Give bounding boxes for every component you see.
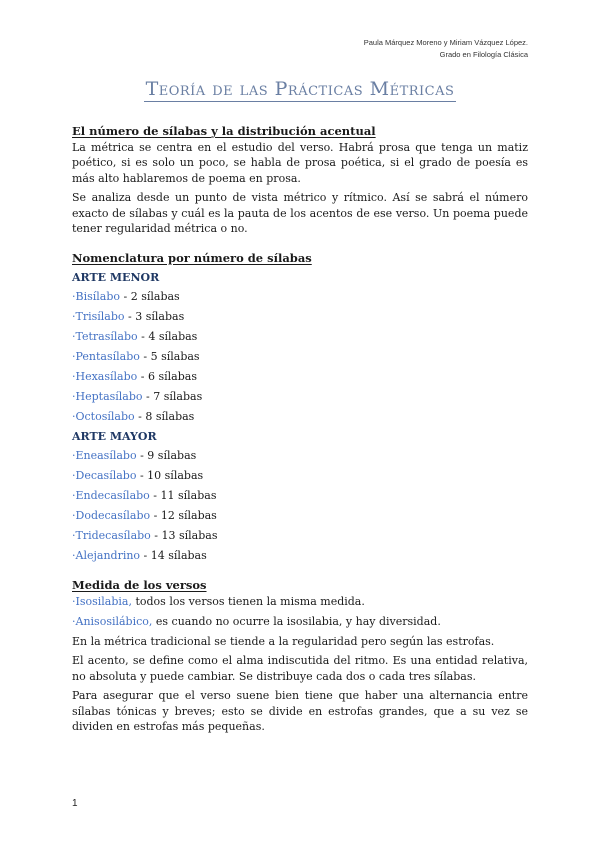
list-item-desc: es cuando no ocurre la isosilabia, y hay diversidad. xyxy=(152,614,441,628)
list-item-desc: - 4 sílabas xyxy=(137,329,198,343)
bullet-dot-icon: · xyxy=(72,369,76,383)
page-number: 1 xyxy=(72,798,78,809)
list-item-term: Anisosilábico, xyxy=(75,614,153,628)
bullet-dot-icon: · xyxy=(72,488,76,502)
list-item-term: Pentasílabo xyxy=(75,349,140,363)
list-item xyxy=(72,309,528,325)
bullet-dot-icon: · xyxy=(72,614,76,628)
bullet-dot-icon: · xyxy=(72,389,76,403)
list-item xyxy=(72,488,528,504)
list-item-term: Bisílabo xyxy=(75,289,121,303)
list-item-term: Heptasílabo xyxy=(75,389,143,403)
header-authors: Paula Márquez Moreno y Miriam Vázquez López. xyxy=(363,38,528,47)
list-item-desc: - 11 sílabas xyxy=(149,488,217,502)
bullet-dot-icon: · xyxy=(72,594,76,608)
list-item-desc: - 9 sílabas xyxy=(136,448,197,462)
arte-mayor-list xyxy=(72,448,528,564)
list-item xyxy=(72,448,528,464)
bullet-dot-icon: · xyxy=(72,309,76,323)
list-item-desc: todos los versos tienen la misma medida. xyxy=(131,594,365,608)
list-item-term: Tetrasílabo xyxy=(75,329,138,343)
bullet-dot-icon: · xyxy=(72,549,76,563)
list-item xyxy=(72,528,528,544)
measure-list xyxy=(72,594,528,630)
paragraph: Se analiza desde un punto de vista métrico y rítmico. Así se sabrá el número exacto de sílabas y cuál es la pauta de los acentos de ese verso. Un poema puede tener regularidad métrica o no. xyxy=(72,191,528,235)
list-item-term: Isosilabia, xyxy=(75,594,132,608)
arte-menor-list xyxy=(72,289,528,425)
bullet-dot-icon: · xyxy=(72,289,76,303)
list-item-desc: - 6 sílabas xyxy=(137,369,197,383)
subheading-arte-mayor: ARTE MAYOR xyxy=(72,430,157,444)
list-item-term: Decasílabo xyxy=(75,468,137,482)
list-item xyxy=(72,289,528,305)
section-heading-measure: Medida de los versos xyxy=(72,578,207,593)
list-item-term: Eneasílabo xyxy=(75,448,137,462)
document-body xyxy=(72,124,528,739)
bullet-dot-icon: · xyxy=(72,508,76,522)
bullet-dot-icon: · xyxy=(72,329,76,343)
page-header xyxy=(364,37,528,61)
bullet-dot-icon: · xyxy=(72,448,76,462)
list-item-desc: - 8 sílabas xyxy=(134,410,195,424)
header-degree: Grado en Filología Clásica xyxy=(439,50,528,59)
list-item xyxy=(72,468,528,484)
list-item xyxy=(72,349,528,365)
bullet-dot-icon: · xyxy=(72,349,76,363)
list-item-term: Octosílabo xyxy=(75,410,135,424)
list-item xyxy=(72,508,528,524)
paragraph: Para asegurar que el verso suene bien tiene que haber una alternancia entre sílabas tónicas y breves; esto se divide en estrofas grandes, que a su vez se dividen en estrofas más pequeñas. xyxy=(72,689,528,734)
subheading-arte-menor: ARTE MENOR xyxy=(72,271,160,284)
list-item-desc: - 2 sílabas xyxy=(120,289,180,303)
bullet-dot-icon: · xyxy=(72,529,76,543)
list-item-desc: - 14 sílabas xyxy=(140,549,207,563)
section-heading-syllables: El número de sílabas y la distribución acentual xyxy=(72,124,376,138)
list-item-desc: - 12 sílabas xyxy=(150,508,217,522)
list-item-desc: - 7 sílabas xyxy=(142,389,203,403)
bullet-dot-icon: · xyxy=(72,410,76,424)
list-item-term: Endecasílabo xyxy=(75,488,150,502)
document-title: Teoría de las Prácticas Métricas xyxy=(145,78,455,100)
list-item xyxy=(72,614,528,630)
paragraph: El acento, se define como el alma indiscutida del ritmo. Es una entidad relativa, no absoluta y puede cambiar. Se distribuye cada dos o cada tres sílabas. xyxy=(72,654,528,683)
list-item xyxy=(72,548,528,564)
paragraph: La métrica se centra en el estudio del verso. Habrá prosa que tenga un matiz poético, si es solo un poco, se habla de prosa poética, si el grado de poesía es más alto hablaremos de poema en prosa. xyxy=(72,140,528,185)
list-item-term: Trisílabo xyxy=(75,309,125,323)
list-item-term: Dodecasílabo xyxy=(75,508,151,522)
list-item-desc: - 5 sílabas xyxy=(139,349,200,363)
list-item-desc: - 10 sílabas xyxy=(136,468,204,482)
list-item xyxy=(72,594,528,610)
bullet-dot-icon: · xyxy=(72,468,76,482)
section-heading-nomenclature: Nomenclatura por número de sílabas xyxy=(72,250,312,265)
document-title-container xyxy=(0,78,600,100)
list-item-term: Tridecasílabo xyxy=(75,529,151,543)
list-item-term: Hexasílabo xyxy=(75,369,138,383)
list-item xyxy=(72,329,528,345)
list-item-desc: - 13 sílabas xyxy=(150,529,218,543)
paragraph: En la métrica tradicional se tiende a la regularidad pero según las estrofas. xyxy=(72,634,495,648)
list-item-desc: - 3 sílabas xyxy=(124,309,185,323)
list-item xyxy=(72,409,528,425)
list-item xyxy=(72,389,528,405)
list-item xyxy=(72,369,528,385)
list-item-term: Alejandrino xyxy=(75,549,141,563)
